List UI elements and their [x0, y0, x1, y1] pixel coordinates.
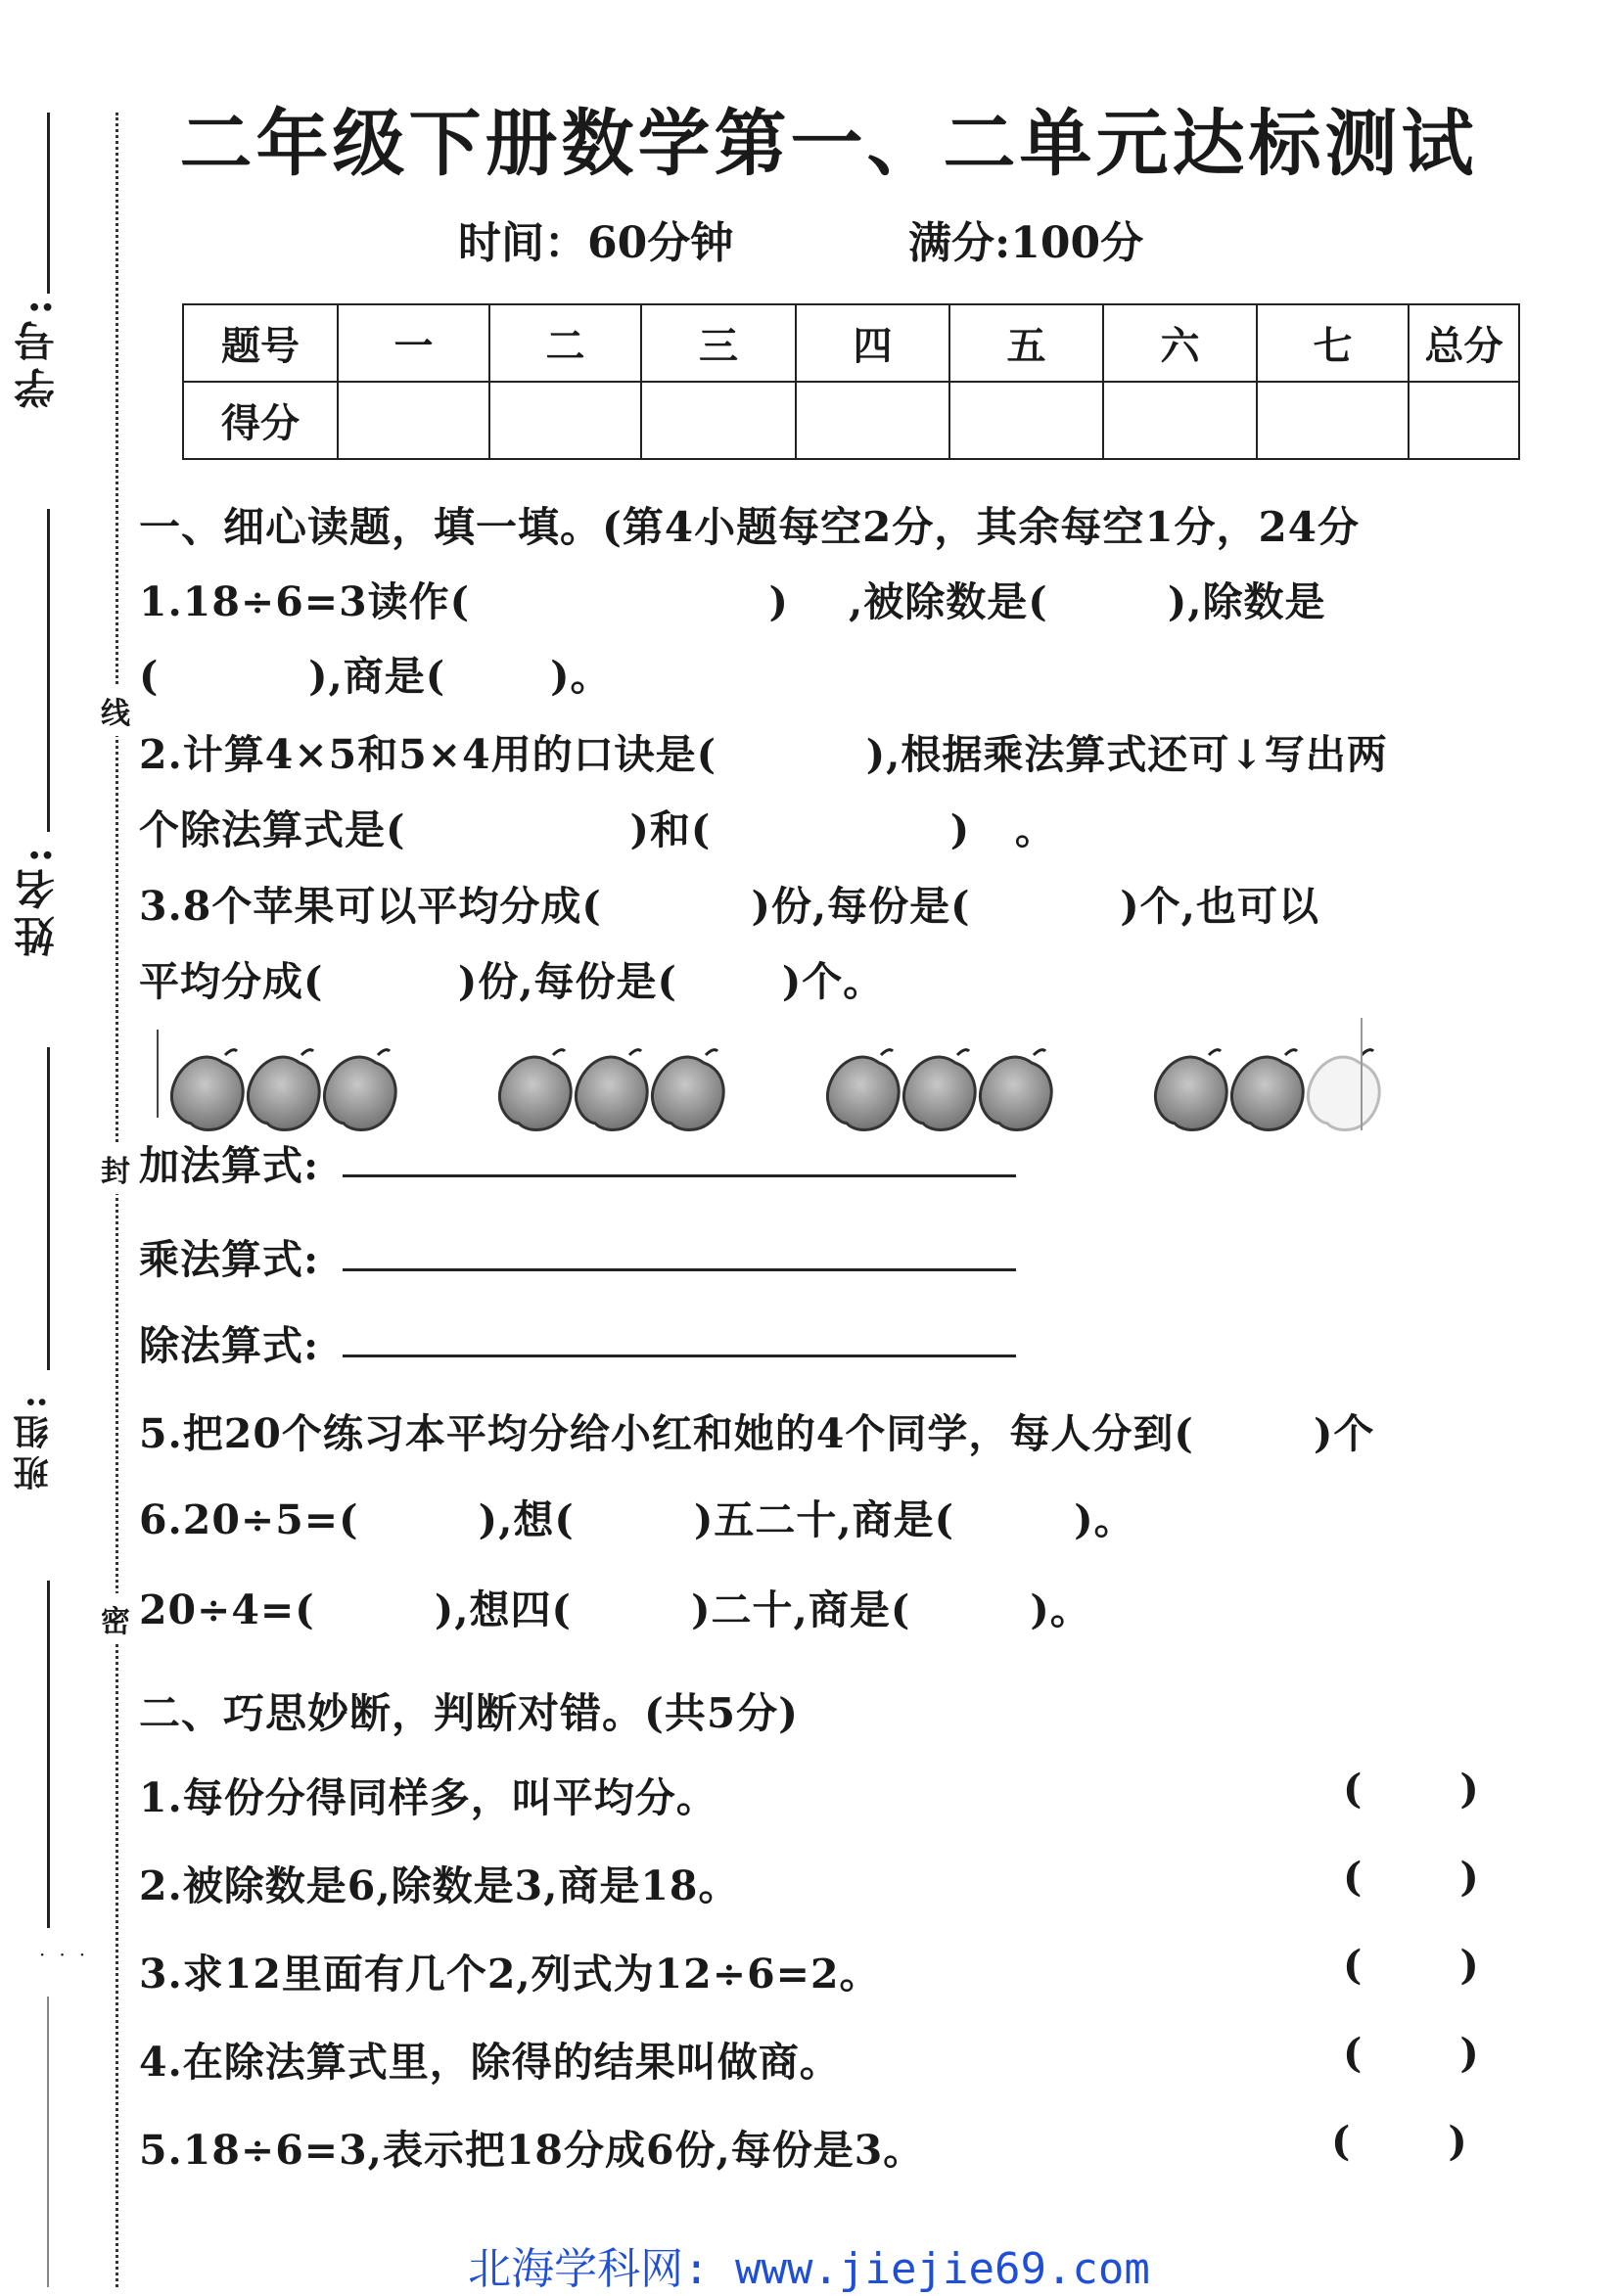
- table-cell-header: 三: [641, 304, 796, 382]
- question-3-line1: 3.8个苹果可以平均分成( )份,每份是( )个,也可以: [139, 883, 1319, 930]
- apple-icon: [899, 1045, 981, 1135]
- question-5: 5.把20个练习本平均分给小红和她的4个同学，每人分到( )个: [139, 1410, 1375, 1457]
- addition-answer-line[interactable]: [343, 1174, 1016, 1177]
- binding-line-4: [47, 1581, 50, 1928]
- table-cell-header: 七: [1257, 304, 1409, 382]
- judgement-answer-5[interactable]: ( ): [1331, 2118, 1467, 2165]
- score-cell[interactable]: [1409, 382, 1519, 459]
- table-cell-header: 总分: [1409, 304, 1519, 382]
- footer-site: 北海学科网: www.jiejie69.com: [468, 2244, 1150, 2294]
- judgement-item-5: 5.18÷6=3,表示把18分成6份,每份是3。: [139, 2127, 925, 2174]
- table-cell-header: 六: [1103, 304, 1257, 382]
- score-cell[interactable]: [338, 382, 489, 459]
- section1-heading: 一、细心读题，填一填。(第4小题每空2分，其余每空1分，24分: [139, 503, 1360, 551]
- question-2-line1: 2.计算4×5和5×4用的口诀是( ),根据乘法算式还可↓写出两: [139, 731, 1388, 778]
- exam-time: 时间：60分钟: [458, 218, 734, 268]
- full-score: 满分:100分: [908, 218, 1144, 268]
- score-cell[interactable]: [1103, 382, 1257, 459]
- binding-line-3: [47, 1047, 50, 1370]
- page-title: 二年级下册数学第一、二单元达标测试: [179, 102, 1478, 186]
- section2-heading: 二、巧思妙断，判断对错。(共5分): [139, 1689, 799, 1737]
- name-label: 姓名:: [13, 842, 61, 957]
- apple-icon: [319, 1045, 401, 1135]
- division-label: 除法算式:: [139, 1322, 320, 1369]
- question-1-line2: ( ),商是( )。: [139, 653, 612, 700]
- apple-icon: [975, 1045, 1057, 1135]
- binding-line-2: [47, 509, 50, 832]
- margin-dots: ···: [39, 1943, 100, 1966]
- table-cell-header: 二: [489, 304, 641, 382]
- apple-group-end-marker: [1361, 1018, 1363, 1130]
- question-2-line2: 个除法算式是( )和( ) 。: [139, 806, 1056, 853]
- score-table: [182, 303, 1520, 460]
- question-6-line2: 20÷4=( ),想四( )二十,商是( )。: [139, 1586, 1091, 1633]
- apple-icon: [1150, 1045, 1232, 1135]
- score-cell[interactable]: [949, 382, 1103, 459]
- apple-icon: [166, 1045, 249, 1135]
- judgement-answer-4[interactable]: ( ): [1343, 2030, 1479, 2077]
- question-3-line2: 平均分成( )份,每份是( )个。: [139, 958, 885, 1005]
- judgement-item-4: 4.在除法算式里，除得的结果叫做商。: [139, 2039, 841, 2086]
- judgement-answer-2[interactable]: ( ): [1343, 1854, 1479, 1901]
- score-cell[interactable]: [796, 382, 949, 459]
- apple-icon: [571, 1045, 653, 1135]
- score-cell[interactable]: [641, 382, 796, 459]
- question-1-line1: 1.18÷6=3读作( ) ,被除数是( ),除数是: [139, 578, 1326, 625]
- score-table-header-row: [183, 304, 1519, 382]
- multiplication-label: 乘法算式:: [139, 1236, 320, 1283]
- seal-char-xian: 线: [98, 685, 133, 736]
- apple-icon: [243, 1045, 325, 1135]
- seal-char-mi: 密: [98, 1593, 133, 1644]
- score-cell[interactable]: [1257, 382, 1409, 459]
- class-label: 班组:: [13, 1390, 54, 1492]
- score-table-score-row: [183, 382, 1519, 459]
- judgement-item-2: 2.被除数是6,除数是3,商是18。: [139, 1862, 740, 1909]
- apple-icon: [822, 1045, 904, 1135]
- judgement-answer-1[interactable]: ( ): [1343, 1766, 1479, 1813]
- seal-char-feng: 封: [98, 1143, 133, 1194]
- judgement-item-1: 1.每份分得同样多，叫平均分。: [139, 1774, 717, 1821]
- question-6-line1: 6.20÷5=( ),想( )五二十,商是( )。: [139, 1496, 1135, 1543]
- table-cell-header: 四: [796, 304, 949, 382]
- student-id-label: 学号:: [13, 294, 61, 409]
- apple-icon: [1303, 1045, 1385, 1135]
- apple-icon: [1226, 1045, 1309, 1135]
- seal-dotted-line: [116, 113, 118, 2287]
- apple-icon: [647, 1045, 729, 1135]
- table-cell-header: 一: [338, 304, 489, 382]
- apple-icon: [494, 1045, 577, 1135]
- multiplication-answer-line[interactable]: [343, 1268, 1016, 1271]
- addition-label: 加法算式:: [139, 1142, 320, 1189]
- judgement-answer-3[interactable]: ( ): [1343, 1942, 1479, 1989]
- apple-group-marker: [157, 1030, 159, 1118]
- table-cell-header: 题号: [183, 304, 338, 382]
- table-cell-header: 五: [949, 304, 1103, 382]
- score-cell[interactable]: [489, 382, 641, 459]
- division-answer-line[interactable]: [343, 1355, 1016, 1357]
- score-row-label: 得分: [183, 382, 338, 459]
- judgement-item-3: 3.求12里面有几个2,列式为12÷6=2。: [139, 1951, 881, 1998]
